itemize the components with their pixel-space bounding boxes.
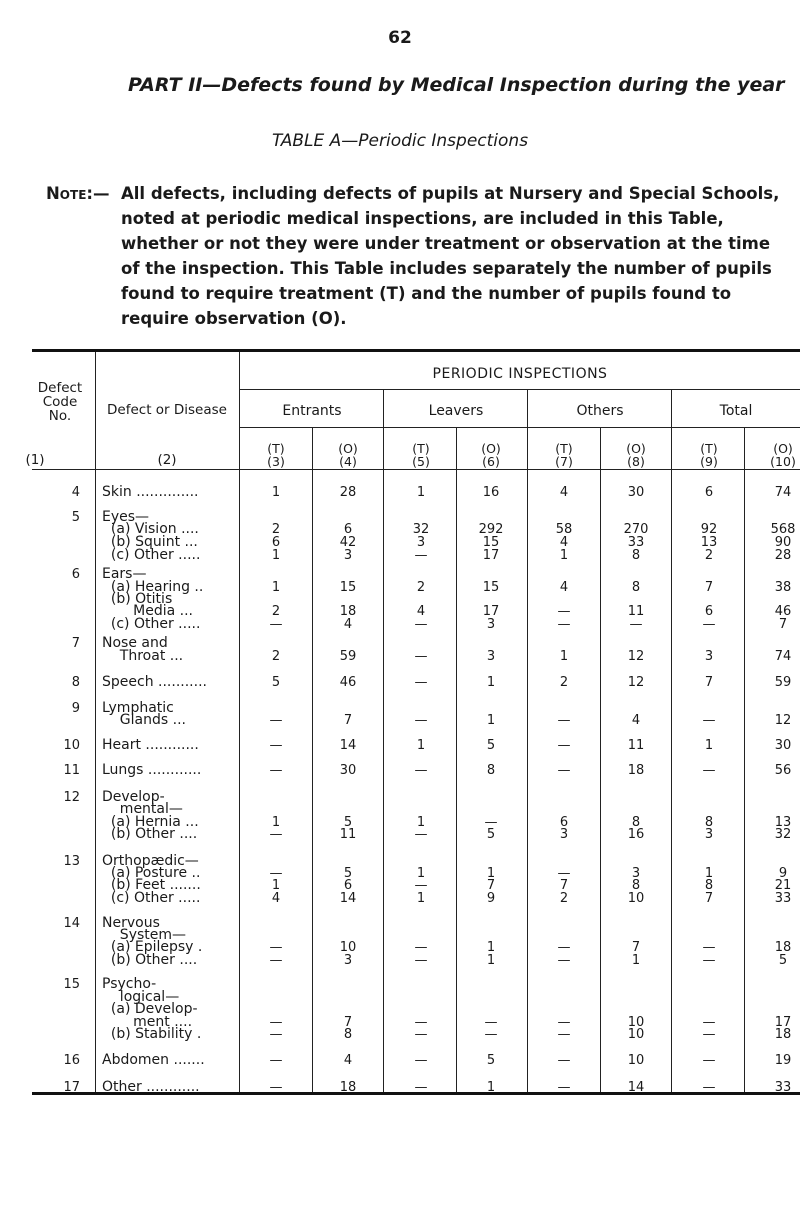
table-cell: 7 — [343, 1015, 353, 1030]
column-type-label: (O) — [338, 441, 358, 456]
table-cell: 5 — [778, 953, 788, 968]
table-cell: — — [269, 866, 283, 881]
table-cell: 1 — [416, 866, 426, 881]
table-cell: 2 — [271, 604, 281, 619]
table-cell: 3 — [486, 617, 496, 632]
table-cell: 7 — [631, 940, 641, 955]
table-cell: 2 — [271, 649, 281, 664]
column-type-label: (T) — [267, 441, 285, 456]
table-cell: — — [557, 738, 571, 753]
table-cell: 3 — [559, 827, 569, 842]
defect-label: Speech ........... — [102, 674, 207, 690]
table-cell: — — [414, 1053, 428, 1068]
table-cell: 4 — [559, 535, 569, 550]
disease-col-number: (2) — [157, 452, 177, 468]
defect-label: (b) Other .... — [102, 952, 198, 968]
defect-label: Eyes— — [102, 509, 150, 525]
column-number-label: (9) — [700, 454, 718, 469]
group-leavers: Leavers — [428, 403, 484, 419]
header-divider — [239, 389, 800, 390]
table-cell: 1 — [271, 580, 281, 595]
table-cell: 2 — [704, 548, 714, 563]
defect-label: System— — [102, 927, 187, 943]
table-cell: 1 — [416, 485, 426, 500]
table-cell: 38 — [774, 580, 792, 595]
defect-code: 10 — [63, 738, 80, 753]
table-cell: — — [269, 738, 283, 753]
table-cell: 12 — [774, 713, 792, 728]
table-cell: 3 — [631, 866, 641, 881]
defect-code: 11 — [63, 763, 80, 778]
table-cell: 4 — [271, 891, 281, 906]
table-cell: 18 — [774, 1027, 792, 1042]
defect-code: 5 — [71, 510, 80, 525]
table-cell: 1 — [704, 866, 714, 881]
table-cell: 1 — [486, 953, 496, 968]
table-top-rule — [32, 349, 800, 352]
table-cell: 33 — [627, 535, 645, 550]
table-cell: 1 — [631, 953, 641, 968]
table-cell: 4 — [559, 485, 569, 500]
table-cell: 6 — [704, 485, 714, 500]
table-cell: 58 — [555, 522, 573, 537]
table-cell: 8 — [704, 878, 714, 893]
table-cell: 6 — [343, 878, 353, 893]
table-cell: — — [269, 940, 283, 955]
defect-label: Other ............ — [102, 1079, 200, 1095]
table-cell: — — [702, 953, 716, 968]
part-title: PART II—Defects found by Medical Inspection during the year — [128, 74, 785, 96]
table-cell: — — [484, 1027, 498, 1042]
table-cell: 2 — [559, 891, 569, 906]
table-cell: 9 — [486, 891, 496, 906]
table-cell: 1 — [271, 815, 281, 830]
table-cell: 1 — [416, 738, 426, 753]
defect-label: Orthopædic— — [102, 853, 199, 869]
table-cell: — — [414, 675, 428, 690]
table-cell: — — [269, 827, 283, 842]
table-cell: — — [269, 1053, 283, 1068]
table-cell: 8 — [343, 1027, 353, 1042]
disease-header: Defect or Disease — [107, 402, 227, 418]
table-title: TABLE A—Periodic Inspections — [271, 131, 529, 151]
table-cell: 8 — [704, 815, 714, 830]
defect-label: (b) Squint ... — [102, 534, 198, 550]
table-cell: 28 — [339, 485, 357, 500]
table-cell: 6 — [704, 604, 714, 619]
defect-code: 16 — [63, 1053, 80, 1068]
defect-label: (a) Hearing .. — [102, 579, 204, 595]
column-divider — [671, 390, 672, 1092]
defect-label: (c) Other ..... — [102, 547, 201, 563]
defect-label: (c) Other ..... — [102, 616, 201, 632]
table-cell: 12 — [627, 649, 645, 664]
defect-label: (a) Develop- — [102, 1001, 198, 1017]
defect-label: ment .... — [102, 1014, 193, 1030]
defect-label: Media ... — [102, 603, 193, 619]
table-cell: 4 — [343, 617, 353, 632]
table-cell: — — [702, 1015, 716, 1030]
table-cell: 92 — [700, 522, 718, 537]
table-cell: 5 — [271, 675, 281, 690]
table-cell: 5 — [343, 815, 353, 830]
table-cell: 14 — [339, 891, 357, 906]
column-number-label: (5) — [412, 454, 430, 469]
group-others: Others — [576, 403, 624, 419]
table-cell: 3 — [343, 953, 353, 968]
table-cell: — — [484, 1015, 498, 1030]
table-cell: — — [269, 617, 283, 632]
code-header — [20, 381, 100, 423]
defect-label: Ears— — [102, 566, 147, 582]
table-cell: — — [702, 1053, 716, 1068]
note-text: All defects, including defects of pupils at Nursery and Special Schools, noted at periodic medical inspections, are included in this Table, whether or not they were under treatment or observation at the time of the inspection. This Table includes separately the number of pupils found to require treatment (T) and the number of pupils found to require observation (O). — [121, 184, 780, 328]
table-cell: 9 — [778, 866, 788, 881]
table-cell: 18 — [774, 940, 792, 955]
table-cell: 30 — [339, 763, 357, 778]
table-cell: 3 — [343, 548, 353, 563]
defect-code: 14 — [63, 916, 80, 931]
defect-label: Skin .............. — [102, 484, 199, 500]
defect-code: 4 — [71, 485, 80, 500]
defect-label: Nervous — [102, 915, 160, 931]
table-cell: 8 — [631, 878, 641, 893]
table-cell: 3 — [704, 649, 714, 664]
note-paragraph — [46, 181, 786, 331]
column-type-label: (T) — [555, 441, 573, 456]
defect-label: Develop- — [102, 789, 165, 805]
table-cell: — — [269, 713, 283, 728]
table-cell: 1 — [486, 866, 496, 881]
table-cell: — — [557, 1080, 571, 1095]
header-divider — [239, 427, 800, 428]
table-cell: 59 — [339, 649, 357, 664]
defect-label: Psycho- — [102, 976, 157, 992]
table-cell: 11 — [627, 738, 645, 753]
table-cell: — — [414, 827, 428, 842]
table-cell: — — [269, 953, 283, 968]
table-cell: — — [269, 1027, 283, 1042]
table-cell: 8 — [631, 548, 641, 563]
column-divider — [527, 390, 528, 1092]
table-cell: 33 — [774, 891, 792, 906]
defect-code: 15 — [63, 977, 80, 992]
header-divider — [32, 469, 800, 470]
defect-code: 13 — [63, 854, 80, 869]
table-cell: 15 — [482, 580, 500, 595]
table-cell: 6 — [559, 815, 569, 830]
table-cell: 17 — [482, 604, 500, 619]
defect-label: (b) Stability . — [102, 1026, 202, 1042]
table-cell: 15 — [482, 535, 500, 550]
table-cell: — — [557, 617, 571, 632]
table-cell: 21 — [774, 878, 792, 893]
table-cell: 1 — [416, 891, 426, 906]
table-cell: 10 — [627, 1027, 645, 1042]
table-cell: — — [414, 649, 428, 664]
table-cell: 1 — [486, 675, 496, 690]
table-cell: — — [702, 1027, 716, 1042]
table-cell: 3 — [416, 535, 426, 550]
column-type-label: (O) — [626, 441, 646, 456]
table-cell: 18 — [339, 1080, 357, 1095]
defect-label: (c) Other ..... — [102, 890, 201, 906]
table-cell: — — [702, 617, 716, 632]
table-cell: 28 — [774, 548, 792, 563]
defect-code: 7 — [71, 636, 80, 651]
table-cell: — — [414, 548, 428, 563]
page-number: 62 — [388, 28, 412, 48]
table-cell: 46 — [774, 604, 792, 619]
table-cell: — — [557, 713, 571, 728]
column-type-label: (T) — [700, 441, 718, 456]
periodic-inspections-header: PERIODIC INSPECTIONS — [432, 366, 608, 382]
table-cell: — — [269, 1080, 283, 1095]
defect-label: Lungs ............ — [102, 762, 202, 778]
table-cell: 18 — [627, 763, 645, 778]
table-cell: 8 — [631, 815, 641, 830]
table-cell: — — [557, 1027, 571, 1042]
table-cell: 8 — [486, 763, 496, 778]
column-number-label: (4) — [339, 454, 357, 469]
table-cell: — — [414, 878, 428, 893]
table-cell: 1 — [271, 548, 281, 563]
table-cell: — — [557, 1053, 571, 1068]
table-cell: 17 — [482, 548, 500, 563]
code-col-number: (1) — [25, 452, 45, 468]
table-cell: 11 — [627, 604, 645, 619]
column-number-label: (10) — [770, 454, 796, 469]
defect-label: (b) Feet ....... — [102, 877, 201, 893]
defect-code: 8 — [71, 675, 80, 690]
table-cell: 6 — [271, 535, 281, 550]
column-divider — [456, 428, 457, 1092]
defect-code: 9 — [71, 701, 80, 716]
table-cell: — — [702, 1080, 716, 1095]
table-cell: 15 — [339, 580, 357, 595]
table-cell: 3 — [486, 649, 496, 664]
table-cell: 7 — [704, 675, 714, 690]
table-cell: 292 — [478, 522, 504, 537]
column-divider — [744, 428, 745, 1092]
table-cell: 10 — [339, 940, 357, 955]
table-cell: 8 — [631, 580, 641, 595]
table-cell: — — [557, 1015, 571, 1030]
column-type-label: (O) — [773, 441, 793, 456]
table-cell: 4 — [416, 604, 426, 619]
table-cell: 13 — [700, 535, 718, 550]
table-cell: 1 — [559, 548, 569, 563]
defect-label: Abdomen ....... — [102, 1052, 205, 1068]
table-cell: 56 — [774, 763, 792, 778]
defect-code: 17 — [63, 1080, 80, 1095]
table-cell: 59 — [774, 675, 792, 690]
defect-code: 12 — [63, 790, 80, 805]
defect-label: Nose and — [102, 635, 168, 651]
table-cell: 5 — [486, 1053, 496, 1068]
table-cell: 74 — [774, 485, 792, 500]
defect-label: (a) Posture .. — [102, 865, 201, 881]
table-cell: 1 — [271, 485, 281, 500]
code-header-line: Defect — [37, 380, 83, 396]
table-cell: — — [269, 763, 283, 778]
table-cell: 7 — [559, 878, 569, 893]
defect-label: (b) Otitis — [102, 591, 173, 607]
table-cell: 4 — [343, 1053, 353, 1068]
table-cell: — — [629, 617, 643, 632]
code-header-line: Code — [42, 394, 78, 410]
defect-label: logical— — [102, 989, 180, 1005]
column-divider — [95, 352, 96, 1092]
note-label: Note:— — [46, 184, 110, 203]
table-cell: 1 — [486, 940, 496, 955]
table-cell: 2 — [271, 522, 281, 537]
table-cell: 10 — [627, 1015, 645, 1030]
table-cell: — — [414, 1080, 428, 1095]
table-cell: 30 — [774, 738, 792, 753]
table-cell: 3 — [704, 827, 714, 842]
defect-label: (a) Vision .... — [102, 521, 199, 537]
defect-label: (a) Hernia ... — [102, 814, 199, 830]
defect-label: (a) Epilepsy . — [102, 939, 203, 955]
table-cell: — — [414, 953, 428, 968]
table-cell: — — [702, 940, 716, 955]
table-cell: 32 — [774, 827, 792, 842]
defect-label: (b) Other .... — [102, 826, 198, 842]
defect-label: Throat ... — [102, 648, 184, 664]
table-cell: 32 — [412, 522, 430, 537]
table-cell: 30 — [627, 485, 645, 500]
table-cell: 14 — [627, 1080, 645, 1095]
defect-label: Glands ... — [102, 712, 186, 728]
table-cell: 1 — [559, 649, 569, 664]
table-cell: 1 — [416, 815, 426, 830]
group-entrants: Entrants — [282, 403, 342, 419]
table-cell: — — [414, 763, 428, 778]
table-cell: 270 — [623, 522, 649, 537]
table-cell: — — [557, 604, 571, 619]
column-number-label: (6) — [482, 454, 500, 469]
table-cell: — — [702, 763, 716, 778]
table-cell: 1 — [271, 878, 281, 893]
table-cell: — — [269, 1015, 283, 1030]
defect-label: Heart ............ — [102, 737, 199, 753]
table-cell: 33 — [774, 1080, 792, 1095]
table-cell: 568 — [770, 522, 796, 537]
column-divider — [312, 428, 313, 1092]
table-cell: — — [557, 940, 571, 955]
table-cell: 1 — [704, 738, 714, 753]
column-divider — [600, 428, 601, 1092]
table-cell: 5 — [343, 866, 353, 881]
table-cell: 10 — [627, 891, 645, 906]
table-cell: 74 — [774, 649, 792, 664]
table-cell: 7 — [704, 580, 714, 595]
table-cell: 6 — [343, 522, 353, 537]
table-cell: 46 — [339, 675, 357, 690]
table-cell: 7 — [343, 713, 353, 728]
table-cell: 19 — [774, 1053, 792, 1068]
table-cell: 90 — [774, 535, 792, 550]
group-total: Total — [719, 403, 753, 419]
table-cell: — — [557, 953, 571, 968]
defect-label: Lymphatic — [102, 700, 174, 716]
column-number-label: (8) — [627, 454, 645, 469]
column-type-label: (O) — [481, 441, 501, 456]
table-cell: — — [414, 1027, 428, 1042]
table-cell: 13 — [774, 815, 792, 830]
column-type-label: (T) — [412, 441, 430, 456]
table-cell: 5 — [486, 738, 496, 753]
defect-code: 6 — [71, 567, 80, 582]
table-cell: — — [414, 940, 428, 955]
table-cell: 10 — [627, 1053, 645, 1068]
table-cell: — — [702, 713, 716, 728]
column-number-label: (7) — [555, 454, 573, 469]
table-cell: 5 — [486, 827, 496, 842]
table-cell: 2 — [416, 580, 426, 595]
table-cell: 16 — [482, 485, 500, 500]
table-cell: 7 — [704, 891, 714, 906]
table-cell: — — [414, 713, 428, 728]
table-cell: — — [484, 815, 498, 830]
code-header-line: No. — [48, 408, 72, 424]
table-cell: — — [414, 1015, 428, 1030]
table-cell: 18 — [339, 604, 357, 619]
table-cell: — — [414, 617, 428, 632]
table-cell: 1 — [486, 713, 496, 728]
defect-label: mental— — [102, 801, 183, 817]
table-cell: 42 — [339, 535, 357, 550]
column-divider — [383, 390, 384, 1092]
table-cell: 14 — [339, 738, 357, 753]
column-divider — [239, 352, 240, 1092]
table-cell: 7 — [486, 878, 496, 893]
table-cell: — — [557, 866, 571, 881]
table-cell: 12 — [627, 675, 645, 690]
column-number-label: (3) — [267, 454, 285, 469]
table-cell: — — [557, 763, 571, 778]
table-cell: 2 — [559, 675, 569, 690]
table-cell: 4 — [559, 580, 569, 595]
table-cell: 17 — [774, 1015, 792, 1030]
table-cell: 1 — [486, 1080, 496, 1095]
table-cell: 7 — [778, 617, 788, 632]
table-cell: 16 — [627, 827, 645, 842]
table-cell: 4 — [631, 713, 641, 728]
table-cell: 11 — [339, 827, 357, 842]
